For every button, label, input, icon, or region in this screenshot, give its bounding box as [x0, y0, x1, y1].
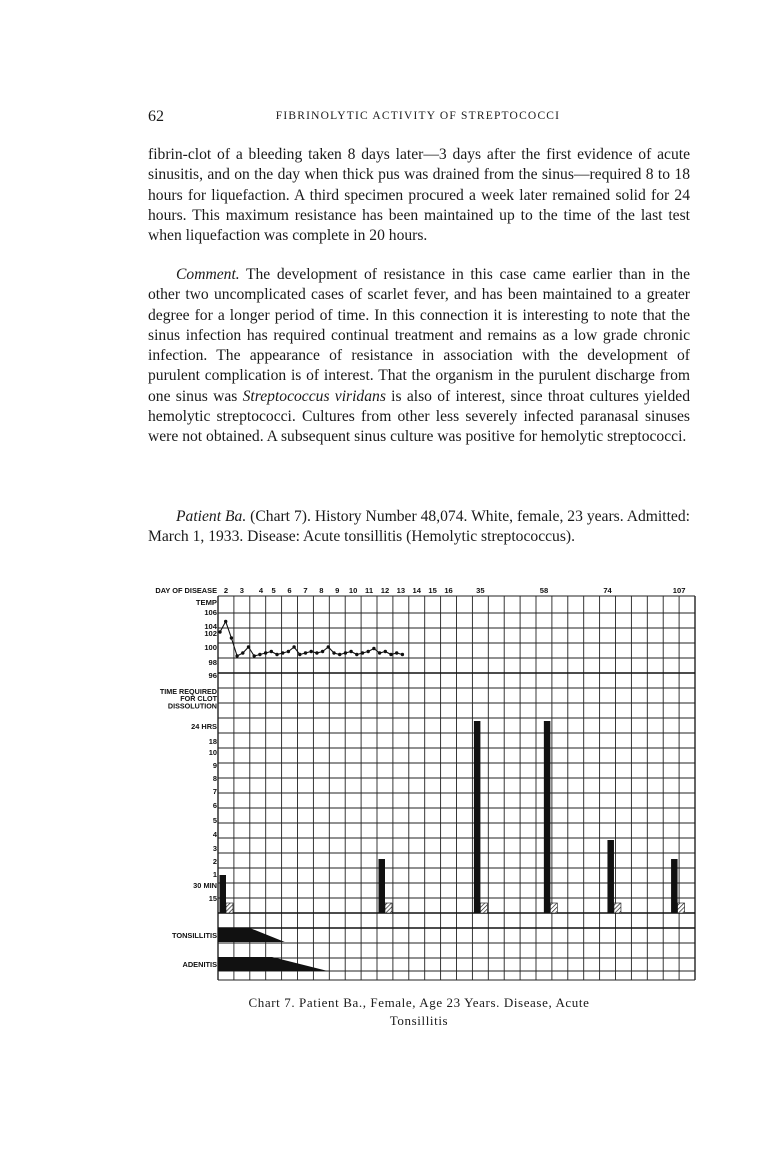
temperature-point	[224, 620, 227, 623]
temperature-point	[367, 650, 370, 653]
temperature-point	[338, 653, 341, 656]
temperature-point	[287, 650, 290, 653]
paragraph-patient	[148, 507, 690, 548]
day-tick-label: 14	[412, 586, 421, 595]
day-tick-label: 74	[603, 586, 612, 595]
clot-bar	[671, 859, 678, 913]
chart-caption	[148, 994, 690, 1030]
temperature-point	[327, 645, 330, 648]
temperature-point	[378, 651, 381, 654]
chart-svg	[134, 583, 699, 983]
day-tick-label: 7	[303, 586, 308, 595]
day-tick-label: 8	[319, 586, 324, 595]
patient-text: (Chart 7). History Number 48,074. White, female, 23 years. Admitted: March 1, 1933. Disease: Acute tonsillitis (Hemolytic streptococcus).	[148, 508, 690, 546]
clot-bar	[544, 721, 551, 913]
clot-bar-hatch	[678, 903, 685, 913]
day-tick-label: 2	[223, 586, 229, 595]
temperature-point	[298, 653, 301, 656]
clot-tick-label: 18	[208, 737, 217, 746]
temperature-point	[361, 651, 364, 654]
temp-tick-label: 100	[204, 643, 217, 652]
clot-tick-label: 10	[208, 748, 217, 757]
temperature-point	[321, 650, 324, 653]
clot-tick-label: 8	[212, 774, 217, 783]
comment-label: Comment.	[176, 266, 240, 283]
day-tick-label: 9	[335, 586, 340, 595]
caption-line-1: Chart 7. Patient Ba., Female, Age 23 Years. Disease, Acute	[248, 995, 590, 1010]
temperature-point	[389, 653, 392, 656]
page-header	[148, 108, 688, 128]
clot-tick-label: 1	[212, 870, 217, 879]
temperature-point	[332, 651, 335, 654]
day-tick-label: 16	[444, 586, 453, 595]
temp-tick-label: 102	[204, 629, 217, 638]
temperature-point	[395, 651, 398, 654]
day-tick-label: 15	[428, 586, 437, 595]
temperature-point	[281, 651, 284, 654]
clot-bar-hatch	[385, 903, 392, 913]
day-tick-label: 4	[258, 586, 264, 595]
temperature-point	[304, 651, 307, 654]
organism-name: Streptococcus viridans	[242, 387, 386, 405]
paragraph-comment	[148, 265, 690, 448]
clot-bar-hatch	[550, 903, 557, 913]
paragraph-text	[148, 265, 690, 448]
paragraph-text: fibrin-clot of a bleeding taken 8 days later—3 days after the first evidence of acute sinusitis, and on the day when thick pus was drained from the sinus—required 8 to 18 hours for liquefaction. A third specimen procured a week later remained solid for 24 hours. This maximum resistance has been maintained up to the time of the last test when liquefaction was complete in 20 hours.	[148, 146, 690, 245]
temp-axis-label: TEMP	[195, 598, 217, 607]
clot-bar	[607, 840, 614, 913]
clot-axis-label: DISSOLUTION	[167, 701, 217, 711]
patient-label: Patient Ba.	[176, 508, 247, 525]
day-axis-label: DAY OF DISEASE	[155, 586, 217, 595]
day-tick-label: 107	[672, 586, 686, 595]
temperature-point	[372, 647, 375, 650]
paragraph-text	[148, 507, 690, 548]
temperature-point	[275, 653, 278, 656]
clot-tick-label: 3	[212, 844, 217, 853]
page-number: 62	[148, 108, 164, 125]
clot-bar	[379, 859, 386, 913]
day-tick-label: 12	[380, 586, 390, 595]
comment-text-a: The development of resistance in this case came earlier than in the other two uncomplicated cases of scarlet fever, and has been maintained to a greater degree for a longer period of time. In this connection it is interesting to note that the sinus infection has required continual treatment and remains as a low grade chronic infection. The appearance of resistance in association with the development of purulent complication is of interest. That the organism in the purulent discharge from one sinus was	[148, 266, 690, 405]
chart-7	[134, 583, 699, 983]
day-tick-label: 5	[271, 586, 276, 595]
clot-bar-hatch	[226, 903, 233, 913]
temperature-point	[315, 651, 318, 654]
temperature-point	[264, 651, 267, 654]
clot-bar-hatch	[480, 903, 487, 913]
clot-axis-label: TIME REQUIRED	[159, 687, 217, 696]
condition-bar	[218, 957, 328, 971]
day-tick-label: 11	[365, 586, 374, 595]
day-tick-label: 35	[476, 586, 485, 595]
clot-tick-label: 15	[208, 894, 217, 903]
temperature-point	[270, 650, 273, 653]
comment-text-b: is also of interest, since throat cultures yielded hemolytic streptococci. Cultures from other less severely infected paranasal sinuses were not obtained. A subsequent sinus culture was positive for hemolytic streptococci.	[148, 387, 691, 446]
temperature-point	[292, 645, 295, 648]
clot-tick-label: 9	[212, 761, 217, 770]
temperature-point	[218, 630, 221, 633]
clot-tick-label: 30 MIN	[193, 881, 217, 890]
clot-tick-label: 4	[212, 830, 217, 839]
temperature-point	[349, 650, 352, 653]
day-tick-label: 13	[396, 586, 406, 595]
temperature-point	[384, 650, 387, 653]
clot-tick-label: 6	[212, 801, 217, 810]
temperature-point	[355, 653, 358, 656]
condition-bar	[218, 928, 285, 942]
clot-bar	[474, 721, 481, 913]
running-title: FIBRINOLYTIC ACTIVITY OF STREPTOCOCCI	[275, 110, 561, 122]
temperature-point	[401, 653, 404, 656]
day-tick-label: 10	[348, 586, 358, 595]
paragraph-continuation	[148, 145, 690, 246]
temperature-point	[253, 654, 256, 657]
clot-tick-label: 5	[212, 816, 217, 825]
day-tick-label: 6	[287, 586, 292, 595]
temperature-point	[235, 654, 238, 657]
day-tick-label: 58	[539, 586, 549, 595]
clot-bar	[220, 875, 227, 913]
temp-tick-label: 106	[204, 608, 217, 617]
temperature-point	[344, 651, 347, 654]
temperature-point	[230, 636, 233, 639]
clot-tick-label: 7	[212, 787, 217, 796]
condition-label: ADENITIS	[182, 960, 217, 969]
temp-tick-label: 104	[204, 622, 217, 631]
temperature-point	[241, 651, 244, 654]
clot-tick-label: 24 HRS	[191, 722, 217, 731]
temp-tick-label: 96	[208, 671, 217, 680]
clot-tick-label: 2	[212, 857, 217, 866]
clot-axis-label: FOR CLOT	[180, 694, 217, 704]
clot-bar-hatch	[614, 903, 621, 913]
temperature-point	[310, 650, 313, 653]
caption-line-2: Tonsillitis	[389, 1013, 449, 1028]
temperature-point	[258, 653, 261, 656]
temperature-point	[247, 645, 250, 648]
temp-tick-label: 98	[208, 658, 217, 667]
day-tick-label: 3	[239, 586, 244, 595]
condition-label: TONSILLITIS	[171, 931, 217, 940]
